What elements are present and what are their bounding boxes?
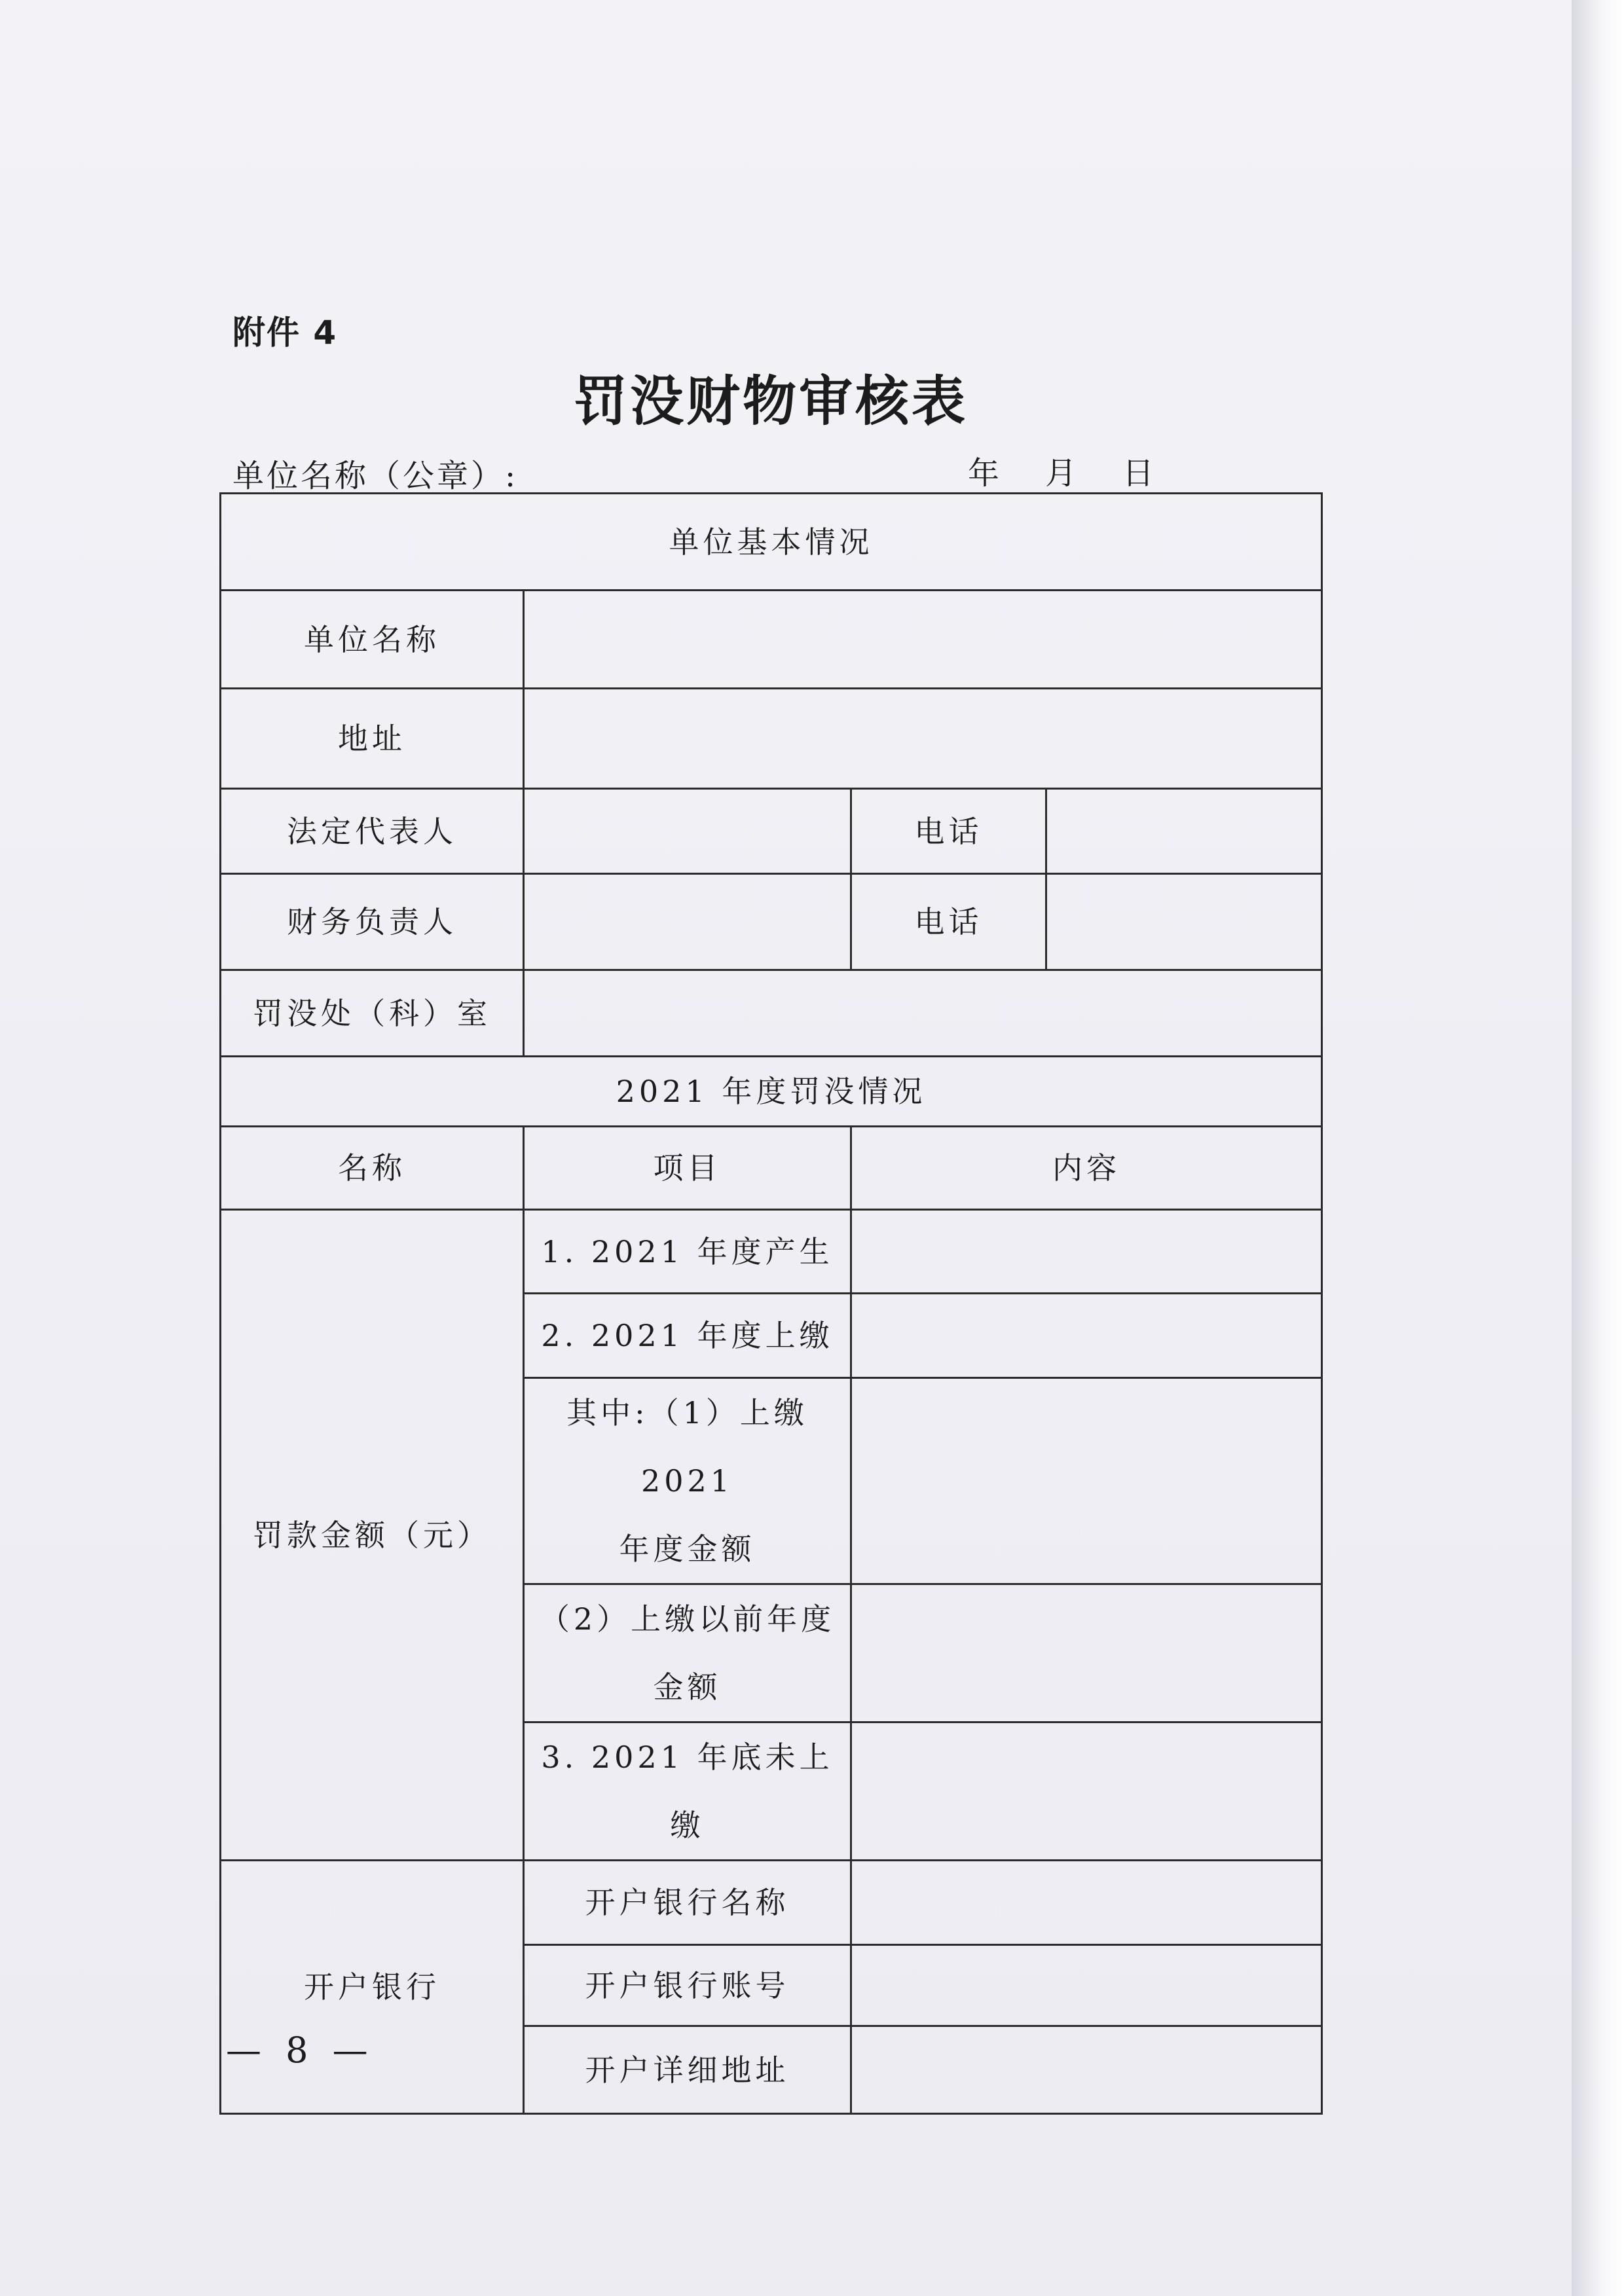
date-day: 日 [1122,455,1154,492]
item-paid-2021-current [524,1378,851,1584]
value-bank-account[interactable] [851,1945,1322,2026]
col-header-item: 项目 [524,1127,851,1210]
value-paid-2021-current[interactable] [851,1378,1322,1584]
value-unpaid-2021[interactable] [851,1722,1322,1861]
value-phone-legal-rep[interactable] [1046,789,1322,874]
item-bank-account: 开户银行账号 [524,1945,851,2026]
value-penalty-office[interactable] [524,970,1322,1057]
value-bank-name[interactable] [851,1861,1322,1945]
page-number: — 8 — [226,2030,375,2071]
date-month: 月 [1045,455,1077,492]
value-paid-prior-years[interactable] [851,1584,1322,1722]
value-generated-2021[interactable] [851,1210,1322,1294]
value-finance-head[interactable] [524,874,851,970]
col-header-content: 内容 [851,1127,1322,1210]
label-bank: 开户银行 [221,1861,524,2114]
item-bank-name: 开户银行名称 [524,1861,851,1945]
col-header-name: 名称 [221,1127,524,1210]
label-penalty-office: 罚没处（科）室 [221,970,524,1057]
item-unpaid-2021: 3. 2021 年底未上缴 [524,1722,851,1861]
date-line [968,448,1154,493]
label-address: 地址 [221,689,524,789]
form-title: 罚没财物审核表 [573,370,968,433]
value-paid-2021[interactable] [851,1294,1322,1378]
item-paid-2021-current-line1: 其中:（1）上缴 2021 [566,1395,808,1499]
item-bank-address: 开户详细地址 [524,2026,851,2114]
label-finance-head: 财务负责人 [221,874,524,970]
date-year: 年 [968,455,1000,492]
label-fine-amount: 罚款金额（元） [221,1210,524,1861]
value-phone-finance-head[interactable] [1046,874,1322,970]
item-paid-prior-years [524,1584,851,1722]
label-legal-rep: 法定代表人 [221,789,524,874]
value-unit-name[interactable] [524,591,1322,689]
label-phone-finance-head: 电话 [851,874,1046,970]
item-paid-2021: 2. 2021 年度上缴 [524,1294,851,1378]
value-address[interactable] [524,689,1322,789]
section-basic-info: 单位基本情况 [221,494,1322,591]
label-unit-name: 单位名称 [221,591,524,689]
item-paid-prior-years-line1: （2）上缴以前年度 [539,1601,836,1637]
value-legal-rep[interactable] [524,789,851,874]
item-paid-prior-years-line2: 金额 [653,1669,722,1705]
attachment-label: 附件 4 [232,314,338,352]
section-penalty-info: 2021 年度罚没情况 [221,1057,1322,1127]
page-edge [1572,0,1624,2296]
label-phone-legal-rep: 电话 [851,789,1046,874]
item-paid-2021-current-line2: 年度金额 [619,1531,756,1567]
audit-form-table [219,492,1323,2115]
value-bank-address[interactable] [851,2026,1322,2114]
item-generated-2021: 1. 2021 年度产生 [524,1210,851,1294]
unit-seal-label: 单位名称（公章）: [232,458,519,494]
